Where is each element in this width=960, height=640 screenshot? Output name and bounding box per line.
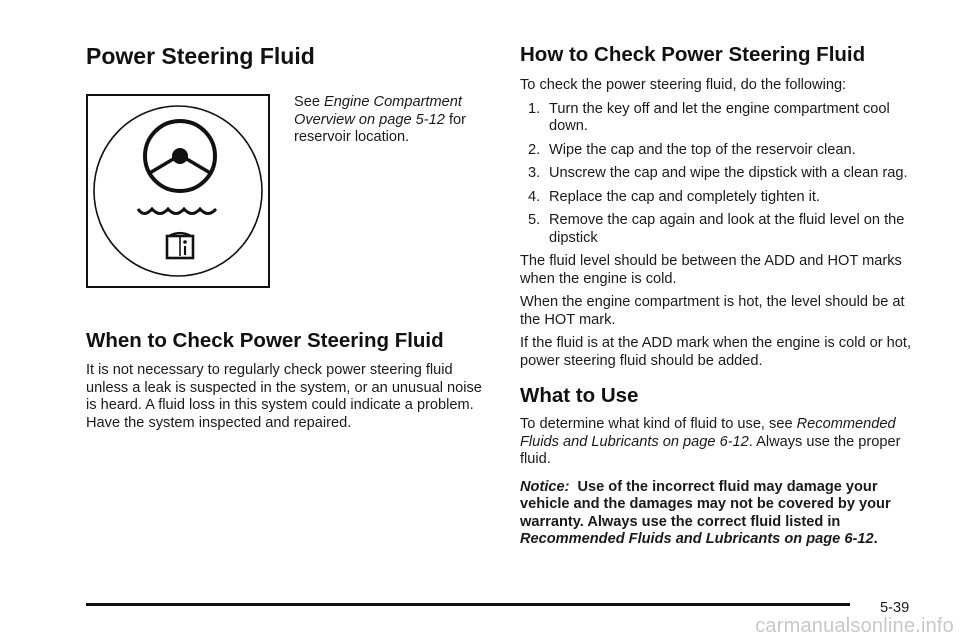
steps-list [520,101,925,248]
left-column [86,42,491,432]
step-number: 3. [528,165,541,181]
recommended-fluids-link[interactable]: Recommended Fluids and Lubricants on page 6-12 [520,416,896,450]
step-number: 5. [528,212,541,228]
what-heading: What to Use [520,384,639,407]
what-body [520,416,925,469]
notice-end: . [873,531,878,547]
what-body-prefix: To determine what kind of fluid to use, see [520,416,797,432]
level-text: The fluid level should be between the ADD and HOT marks when the engine is cold. [520,253,902,287]
how-intro: To check the power steering fluid, do the following: [520,77,847,93]
when-heading: When to Check Power Steering Fluid [86,329,444,352]
hot-text: When the engine compartment is hot, the level should be at the HOT mark. [520,294,905,328]
list-item [520,212,925,247]
figure-row [86,94,491,300]
when-body: It is not necessary to regularly check power steering fluid unless a leak is suspected in the system, or an unusual noise is heard. A fluid loss in this system could indicate a problem. Have the system inspected and repaired. [86,362,482,431]
see-reference [294,94,494,147]
power-steering-symbol [88,96,268,286]
step-number: 2. [528,141,541,158]
steering-wheel-icon [145,121,215,191]
what-body-suffix: . Always use the proper fluid. [520,433,901,467]
step-text: Wipe the cap and the top of the reservoir clean. [549,141,856,158]
owners-manual-icon [167,233,193,258]
how-heading: How to Check Power Steering Fluid [520,43,866,66]
fluid-level-icon [138,209,216,214]
step-text: Replace the cap and completely tighten it. [549,188,820,205]
step-text: Remove the cap again and look at the fluid level on the dipstick [549,212,905,246]
step-text: Unscrew the cap and wipe the dipstick with a clean rag. [549,165,908,181]
notice-text: Use of the incorrect fluid may damage your vehicle and the damages may not be covered by your warranty. Always use the correct fluid listed in [520,478,891,530]
right-column [520,42,925,549]
list-item [520,189,925,207]
step-number: 1. [528,100,541,117]
notice-paragraph [520,479,925,549]
power-steering-symbol-figure [86,94,270,288]
add-text: If the fluid is at the ADD mark when the engine is cold or hot, power steering fluid should be added. [520,335,911,369]
list-item [520,101,925,136]
step-number: 4. [528,188,541,205]
notice-fluids-link[interactable]: Recommended Fluids and Lubricants on page 6-12 [520,531,874,547]
notice-label: Notice: [520,478,570,495]
footer-rule [86,603,850,606]
list-item [520,142,925,160]
page-number: 5-39 [880,600,910,616]
watermark: carmanualsonline.info [755,615,954,637]
list-item [520,165,925,183]
step-text: Turn the key off and let the engine compartment cool down. [549,100,890,134]
see-prefix: See [294,94,325,110]
see-suffix: for reservoir location. [294,111,466,145]
section-title: Power Steering Fluid [86,43,315,69]
engine-compartment-link[interactable]: Engine Compartment Overview on page 5-12 [294,94,462,128]
